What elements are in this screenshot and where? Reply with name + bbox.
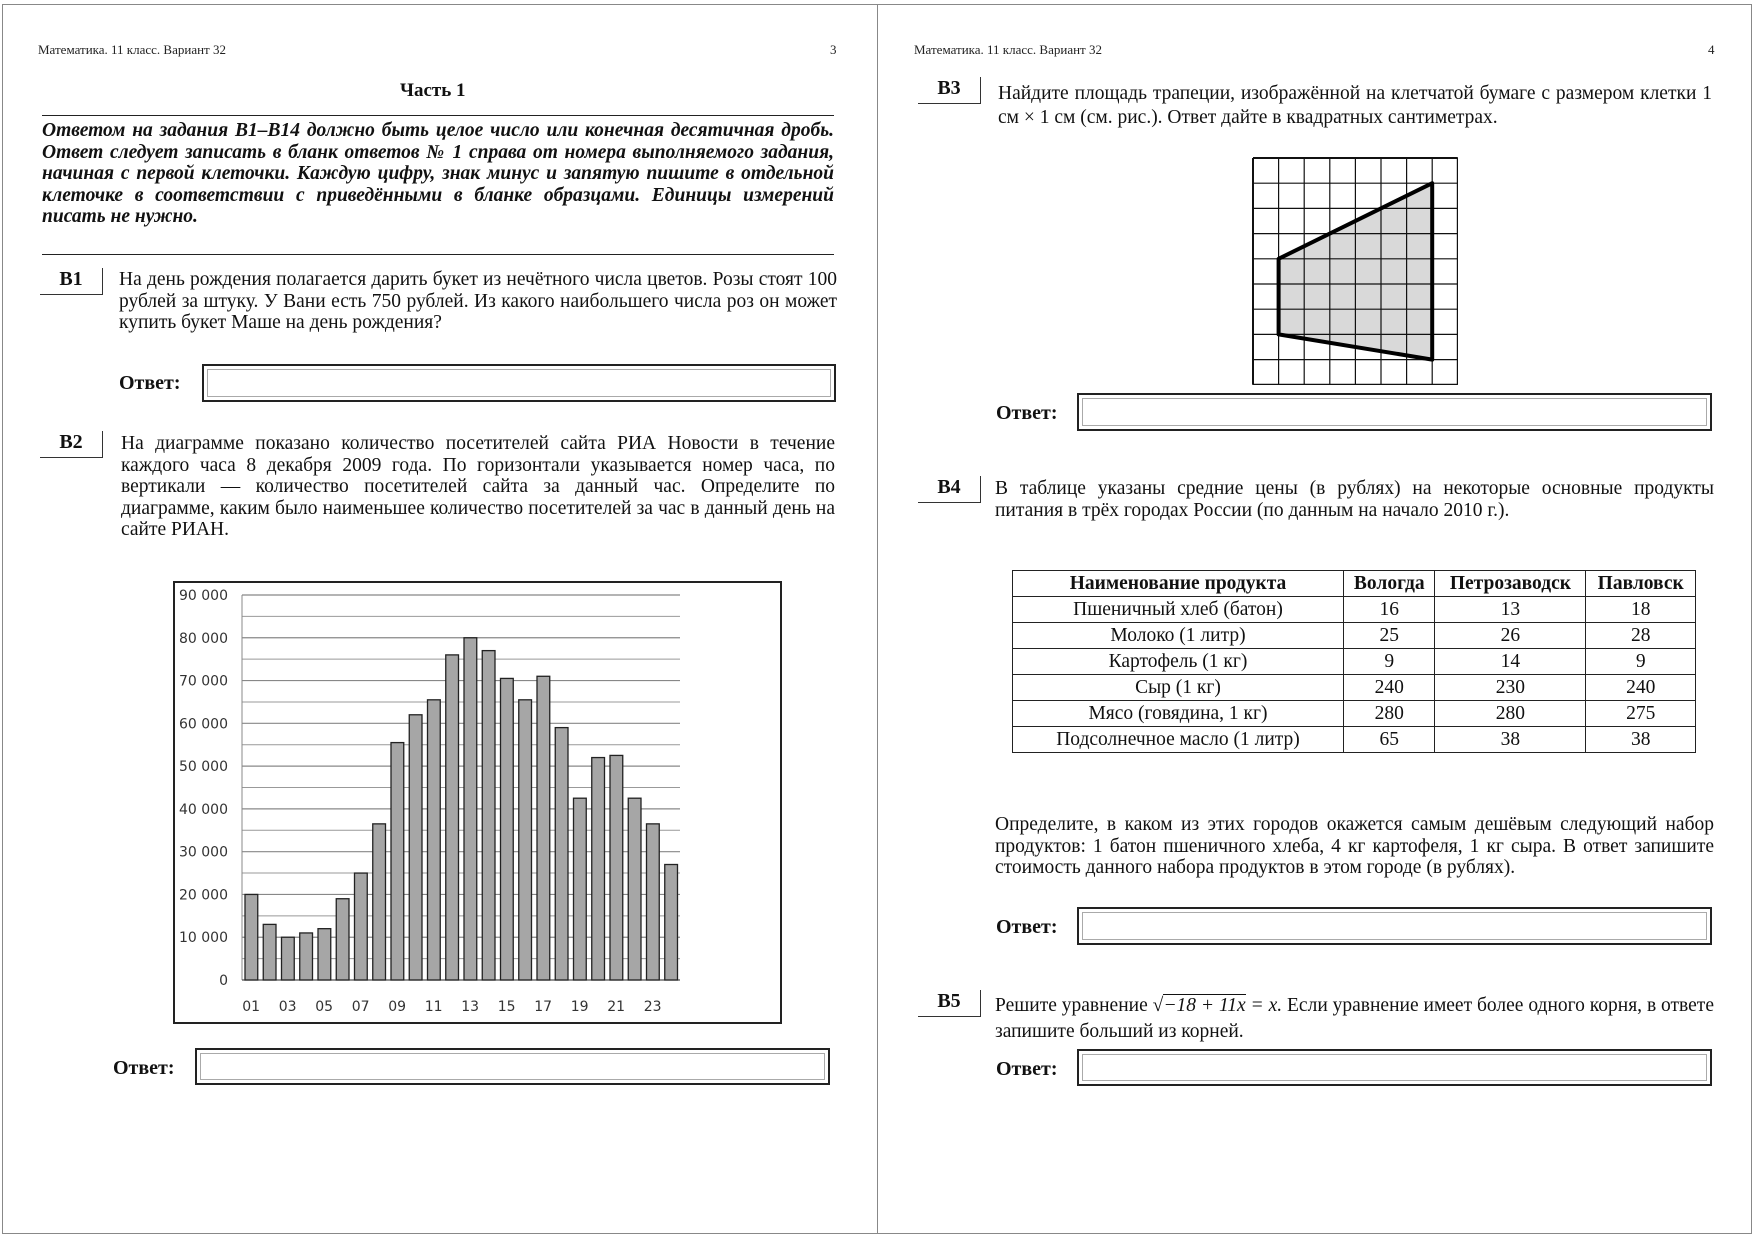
price-cell: 18 [1586, 597, 1696, 623]
bar-hour-19 [574, 798, 587, 980]
bar-hour-11 [428, 700, 441, 980]
x-tick-label: 03 [278, 999, 297, 1015]
bar-hour-05 [318, 929, 331, 980]
x-tick-label: 01 [242, 999, 261, 1015]
task-label-b3: B3 [918, 77, 981, 104]
price-cell: 25 [1344, 623, 1435, 649]
visitors-bar-chart [173, 581, 783, 1026]
bar-hour-12 [446, 655, 459, 980]
task-b4-text: В таблице указаны средние цены (в рублях) на некоторые основные продукты питания в трёх городах России (по данным на начало 2010 г.). [995, 478, 1714, 521]
price-cell: 13 [1435, 597, 1586, 623]
y-tick-label: 60 000 [179, 716, 228, 733]
bar-hour-04 [300, 933, 313, 980]
x-tick-label: 13 [461, 999, 480, 1015]
x-tick-label: 21 [607, 999, 626, 1015]
b5-text-after: Если уравнение имеет более одного корня, в ответе запишите больший из корней. [995, 995, 1714, 1042]
price-cell: 240 [1586, 675, 1696, 701]
answer-field-b5[interactable] [1077, 1049, 1712, 1086]
price-cell: 65 [1344, 727, 1435, 753]
y-tick-label: 10 000 [179, 930, 228, 947]
page-number: 3 [830, 42, 837, 57]
bar-hour-17 [537, 676, 550, 980]
price-cell: 230 [1435, 675, 1586, 701]
table-row [1013, 701, 1696, 727]
task-b1-text: На день рождения полагается дарить букет из нечётного числа цветов. Розы стоят 100 рублей за штуку. У Вани есть 750 рублей. Из какого наибольшего числа роз он может купить букет Маше на день рождения? [119, 269, 837, 334]
b5-radicand: −18 + 11x [1163, 995, 1246, 1016]
y-tick-label: 80 000 [179, 630, 228, 647]
sqrt-icon: √ [1152, 995, 1164, 1016]
column-header: Павловск [1586, 571, 1696, 597]
x-tick-label: 19 [570, 999, 589, 1015]
task-label-b1: B1 [40, 268, 103, 295]
page-number: 4 [1708, 42, 1715, 57]
price-cell: 9 [1344, 649, 1435, 675]
answer-label: Ответ: [113, 1057, 175, 1079]
divider [42, 254, 834, 255]
x-tick-label: 09 [388, 999, 407, 1015]
bar-hour-13 [464, 638, 477, 980]
answer-label: Ответ: [996, 1058, 1058, 1080]
product-name-cell: Молоко (1 литр) [1013, 623, 1344, 649]
bar-hour-09 [391, 743, 404, 980]
bar-hour-22 [628, 798, 641, 980]
table-row [1013, 597, 1696, 623]
instructions: Ответом на задания В1–В14 должно быть целое число или конечная десятичная дробь. Ответ следует записать в бланк ответов № 1 справа от номера выполняемого задания, начиная с первой клеточки. Каждую цифру, знак минус и запятую пишите в отдельной клеточке в соответствии с приведёнными в бланке образцами. Единицы измерений писать не нужно. [42, 120, 834, 228]
column-header: Вологда [1344, 571, 1435, 597]
column-header: Наименование продукта [1013, 571, 1344, 597]
b5-text-before: Решите уравнение [995, 995, 1148, 1016]
answer-field-b3[interactable] [1077, 393, 1712, 431]
task-label-b4: B4 [918, 476, 981, 503]
product-name-cell: Сыр (1 кг) [1013, 675, 1344, 701]
task-label-b2: B2 [40, 431, 103, 458]
product-name-cell: Мясо (говядина, 1 кг) [1013, 701, 1344, 727]
y-tick-label: 70 000 [179, 673, 228, 690]
x-tick-label: 05 [315, 999, 334, 1015]
task-b5-text [995, 993, 1714, 1045]
x-tick-label: 23 [643, 999, 662, 1015]
y-tick-label: 20 000 [179, 887, 228, 904]
product-name-cell: Подсолнечное масло (1 литр) [1013, 727, 1344, 753]
answer-field-b4[interactable] [1077, 907, 1712, 945]
page-header: Математика. 11 класс. Вариант 32 [914, 42, 1102, 57]
task-label-b5: B5 [918, 990, 981, 1017]
divider [42, 115, 834, 116]
product-name-cell: Пшеничный хлеб (батон) [1013, 597, 1344, 623]
page-header: Математика. 11 класс. Вариант 32 [38, 42, 226, 57]
bar-hour-07 [355, 873, 368, 980]
product-name-cell: Картофель (1 кг) [1013, 649, 1344, 675]
x-tick-label: 15 [497, 999, 516, 1015]
b5-equals: = x. [1245, 995, 1283, 1016]
bar-hour-20 [592, 758, 605, 980]
price-cell: 275 [1586, 701, 1696, 727]
price-cell: 16 [1344, 597, 1435, 623]
bar-hour-06 [336, 899, 349, 980]
task-b4-question: Определите, в каком из этих городов окажется самым дешёвым следующий набор продуктов: 1 батон пшеничного хлеба, 4 кг картофеля, 1 кг сыра. В ответ запишите стоимость данного набора продуктов в этом городе (в рублях). [995, 814, 1714, 879]
table-row [1013, 623, 1696, 649]
price-cell: 38 [1586, 727, 1696, 753]
x-tick-label: 17 [534, 999, 553, 1015]
bar-hour-10 [409, 715, 422, 980]
price-cell: 14 [1435, 649, 1586, 675]
bar-hour-18 [555, 728, 568, 980]
bar-hour-23 [647, 824, 660, 980]
price-cell: 240 [1344, 675, 1435, 701]
bar-hour-08 [373, 824, 386, 980]
price-cell: 280 [1435, 701, 1586, 727]
answer-label: Ответ: [119, 372, 181, 394]
table-row [1013, 649, 1696, 675]
y-tick-label: 40 000 [179, 801, 228, 818]
table-row [1013, 675, 1696, 701]
answer-field-b1[interactable] [202, 364, 836, 402]
column-header: Петрозаводск [1435, 571, 1586, 597]
x-tick-label: 11 [424, 999, 443, 1015]
bar-hour-14 [482, 651, 495, 980]
prices-table [1012, 570, 1696, 753]
price-cell: 38 [1435, 727, 1586, 753]
y-tick-label: 0 [219, 973, 228, 989]
answer-label: Ответ: [996, 916, 1058, 938]
trapezoid-figure [1252, 157, 1458, 385]
bar-hour-03 [282, 937, 295, 980]
answer-field-b2[interactable] [195, 1048, 830, 1085]
part-title: Часть 1 [400, 80, 466, 101]
bar-hour-01 [245, 894, 258, 980]
y-tick-label: 50 000 [179, 759, 228, 776]
y-tick-label: 30 000 [179, 844, 228, 861]
y-tick-label: 90 000 [179, 588, 228, 604]
price-cell: 9 [1586, 649, 1696, 675]
bar-hour-16 [519, 700, 532, 980]
bar-hour-24 [665, 865, 678, 981]
answer-label: Ответ: [996, 402, 1058, 424]
price-cell: 280 [1344, 701, 1435, 727]
x-tick-label: 07 [351, 999, 370, 1015]
price-cell: 26 [1435, 623, 1586, 649]
bar-hour-21 [610, 755, 623, 980]
table-header-row [1013, 571, 1696, 597]
price-cell: 28 [1586, 623, 1696, 649]
table-row [1013, 727, 1696, 753]
task-b3-text: Найдите площадь трапеции, изображённой на клетчатой бумаге с размером клетки 1 см × 1 см (см. рис.). Ответ дайте в квадратных сантиметрах. [998, 83, 1712, 128]
bar-hour-15 [501, 678, 514, 980]
task-b2-text: На диаграмме показано количество посетителей сайта РИА Новости в течение каждого часа 8 декабря 2009 года. По горизонтали указывается номер часа, по вертикали — количество посетителей сайта за данный час. Определите по диаграмме, каким было наименьшее количество посетителей за час в данный день на сайте РИАН. [121, 433, 835, 541]
bar-hour-02 [263, 924, 276, 980]
